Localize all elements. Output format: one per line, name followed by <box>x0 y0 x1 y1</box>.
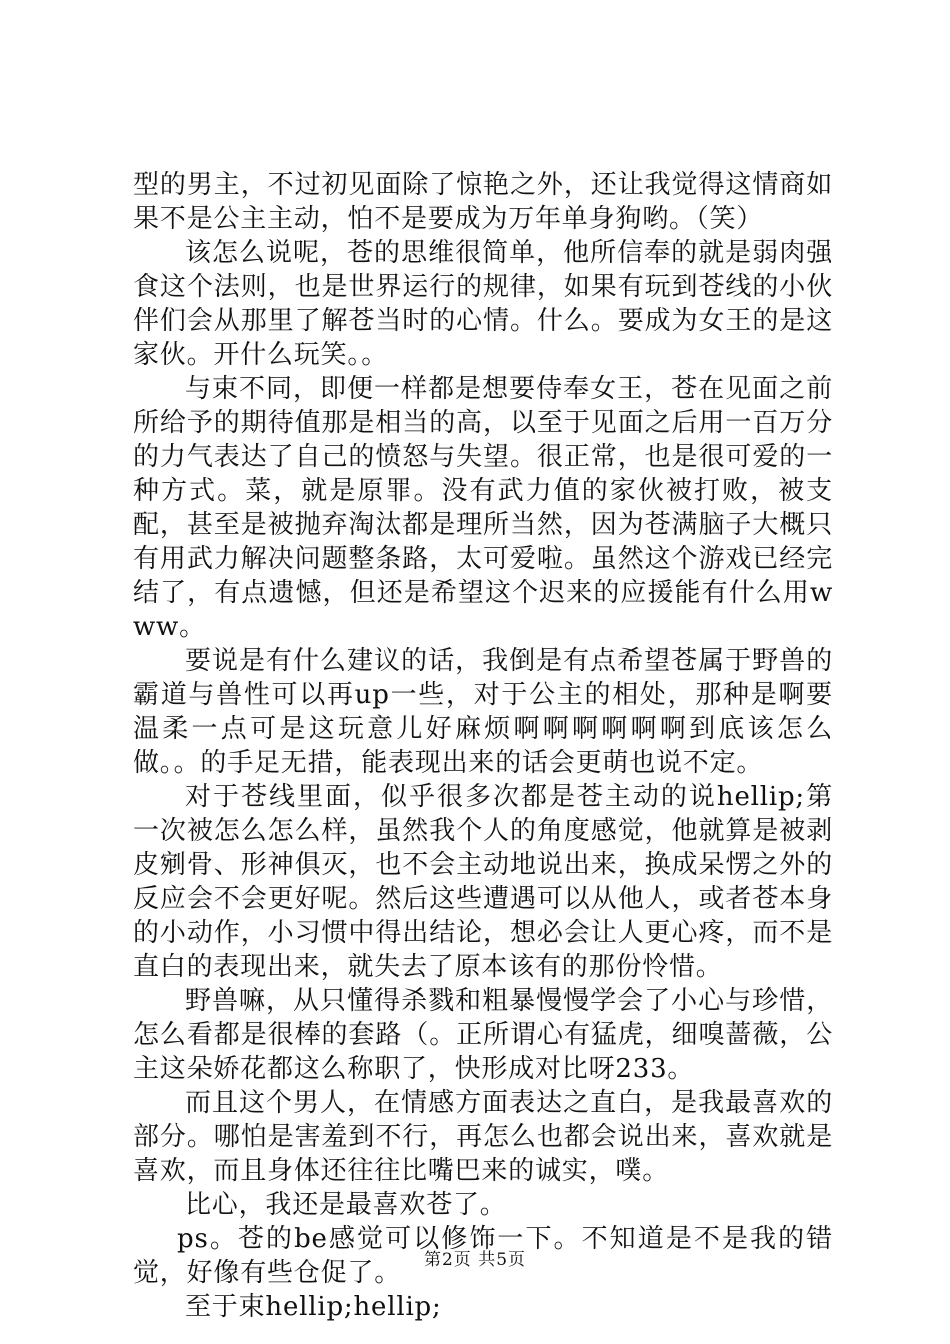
paragraph-4: 要说是有什么建议的话，我倒是有点希望苍属于野兽的霸道与兽性可以再up一些，对于公主的相处，那种是啊要温柔一点可是这玩意儿好麻烦啊啊啊啊啊啊到底该怎么做。。的手足无措，能表现出来的话会更萌也说不定。 <box>133 646 833 778</box>
paragraph-3: 与束不同，即便一样都是想要侍奉女王，苍在见面之前所给予的期待值那是相当的高，以至于见面之后用一百万分的力气表达了自己的愤怒与失望。很正常，也是很可爱的一种方式。菜，就是原罪。没有武力值的家伙被打败，被支配，甚至是被抛弃淘汰都是理所当然，因为苍满脑子大概只有用武力解决问题整条路，太可爱啦。虽然这个游戏已经完结了，有点遗憾，但还是希望这个迟来的应援能有什么用www。 <box>133 374 833 642</box>
paragraph-9: ps。苍的be感觉可以修饰一下。不知道是不是我的错觉，好像有些仓促了。 <box>133 1224 833 1288</box>
paragraph-7: 而且这个男人，在情感方面表达之直白，是我最喜欢的部分。哪怕是害羞到不行，再怎么也都会说出来，喜欢就是喜欢，而且身体还往往比嘴巴来的诚实，噗。 <box>133 1088 833 1186</box>
paragraph-5: 对于苍线里面，似乎很多次都是苍主动的说hellip;第一次被怎么怎么样，虽然我个人的角度感觉，他就算是被剥皮剜骨、形神俱灭，也不会主动地说出来，换成呆愣之外的反应会不会更好呢。然后这些遭遇可以从他人，或者苍本身的小动作，小习惯中得出结论，想必会让人更心疼，而不是直白的表现出来，就失去了原本该有的那份怜惜。 <box>133 782 833 982</box>
document-body <box>133 168 833 1324</box>
paragraph-10: 至于束hellip;hellip; <box>185 1292 442 1322</box>
paragraph-1: 型的男主，不过初见面除了惊艳之外，还让我觉得这情商如果不是公主主动，怕不是要成为万年单身狗哟。（笑） <box>133 170 833 234</box>
paragraph-6: 野兽嘛，从只懂得杀戮和粗暴慢慢学会了小心与珍惜，怎么看都是很棒的套路（。正所谓心有猛虎，细嗅蔷薇，公主这朵娇花都这么称职了，快形成对比呀233。 <box>133 986 833 1084</box>
paragraph-2: 该怎么说呢，苍的思维很简单，他所信奉的就是弱肉强食这个法则，也是世界运行的规律，如果有玩到苍线的小伙伴们会从那里了解苍当时的心情。什么。要成为女王的是这家伙。开什么玩笑。。 <box>133 238 833 370</box>
page-number-footer: 第2页 共5页 <box>423 1250 527 1270</box>
paragraph-8: 比心，我还是最喜欢苍了。 <box>185 1190 507 1220</box>
